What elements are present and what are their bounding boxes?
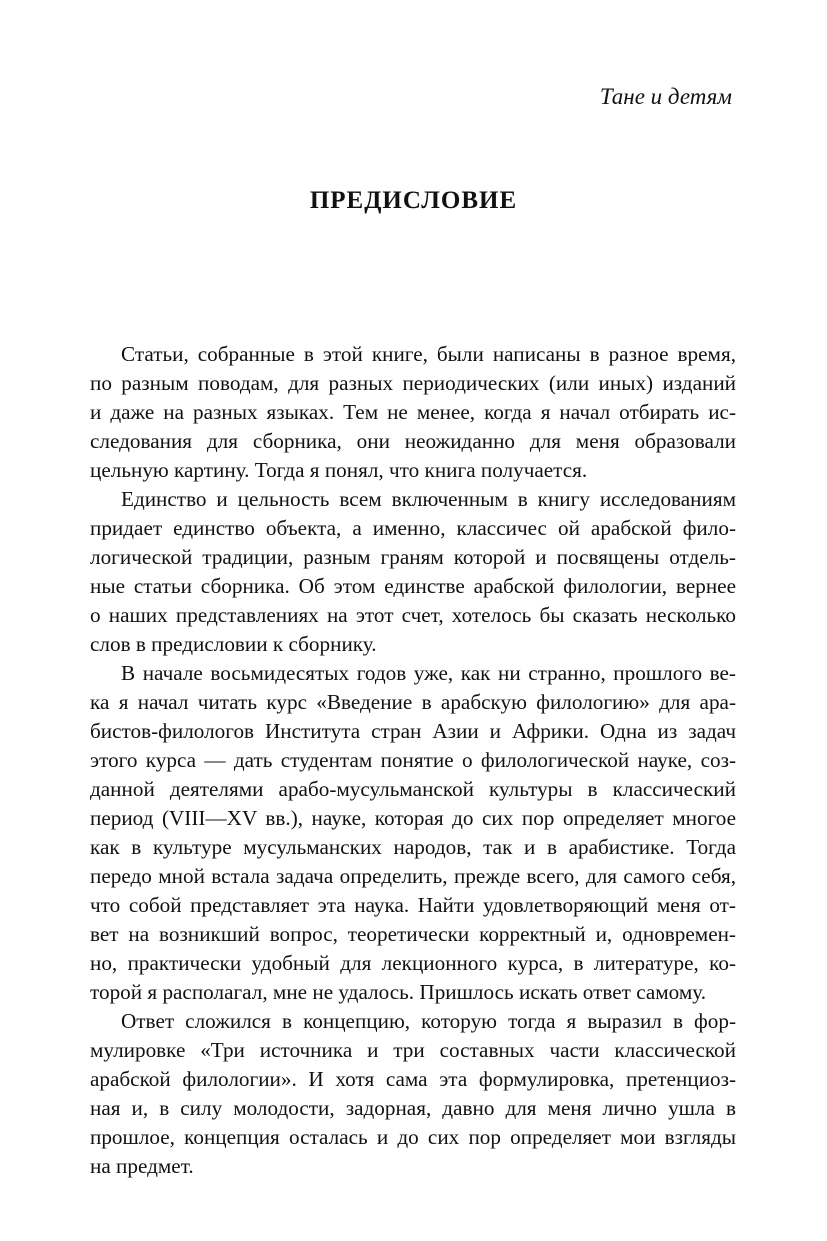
- text-line: по разным поводам, для разных периодических (или иных) изданий: [90, 371, 736, 395]
- text-line: на предмет.: [90, 1154, 194, 1178]
- text-line: бистов-филологов Института стран Азии и Африки. Одна из задач: [90, 719, 736, 743]
- paragraph: [90, 1007, 736, 1181]
- preface-text: [90, 340, 736, 1181]
- text-line: и даже на разных языках. Тем не менее, когда я начал отбирать ис-: [90, 400, 736, 424]
- paragraph: [90, 485, 736, 659]
- text-line: мулировке «Три источника и три составных части классической: [90, 1038, 736, 1062]
- text-line: придает единство объекта, а именно, классичес ой арабской фило-: [90, 516, 736, 540]
- text-line: логической традиции, разным граням которой и посвящены отдель-: [90, 545, 736, 569]
- text-line: ная и, в силу молодости, задорная, давно для меня лично ушла в: [90, 1096, 736, 1120]
- page-title: ПРЕДИСЛОВИЕ: [309, 187, 518, 214]
- text-line: ные статьи сборника. Об этом единстве арабской филологии, вернее: [90, 574, 736, 598]
- text-line: Статьи, собранные в этой книге, были написаны в разное время,: [121, 342, 736, 366]
- text-line: цельную картину. Тогда я понял, что книга получается.: [90, 458, 588, 482]
- dedication: Тане и детям: [599, 84, 732, 109]
- text-line: торой я располагал, мне не удалось. Пришлось искать ответ самому.: [90, 980, 707, 1004]
- text-line: период (VIII—XV вв.), науке, которая до сих пор определяет многое: [90, 806, 736, 830]
- text-line: прошлое, концепция осталась и до сих пор определяет мои взгляды: [90, 1125, 736, 1149]
- text-line: В начале восьмидесятых годов уже, как ни странно, прошлого ве-: [121, 661, 736, 685]
- text-line: арабской филологии». И хотя сама эта формулировка, претенциоз-: [90, 1067, 736, 1091]
- text-line: но, практически удобный для лекционного курса, в литературе, ко-: [90, 951, 736, 975]
- text-line: вет на возникший вопрос, теоретически корректный и, одновремен-: [90, 922, 736, 946]
- text-line: ка я начал читать курс «Введение в арабскую филологию» для ара-: [90, 690, 736, 714]
- text-line: как в культуре мусульманских народов, так и в арабистике. Тогда: [90, 835, 736, 859]
- text-line: Единство и цельность всем включенным в книгу исследованиям: [121, 487, 736, 511]
- text-line: этого курса — дать студентам понятие о филологической науке, соз-: [90, 748, 736, 772]
- text-line: о наших представлениях на этот счет, хотелось бы сказать несколько: [90, 603, 736, 627]
- text-line: следования для сборника, они неожиданно для меня образовали: [90, 429, 736, 453]
- text-line: Ответ сложился в концепцию, которую тогда я выразил в фор-: [121, 1009, 736, 1033]
- text-line: слов в предисловии к сборнику.: [90, 632, 377, 656]
- paragraph: [90, 340, 736, 485]
- paragraph: [90, 659, 736, 1007]
- text-line: данной деятелями арабо-мусульманской культуры в классический: [90, 777, 736, 801]
- text-line: передо мной встала задача определить, прежде всего, для самого себя,: [90, 864, 736, 888]
- text-line: что собой представляет эта наука. Найти удовлетворяющий меня от-: [90, 893, 736, 917]
